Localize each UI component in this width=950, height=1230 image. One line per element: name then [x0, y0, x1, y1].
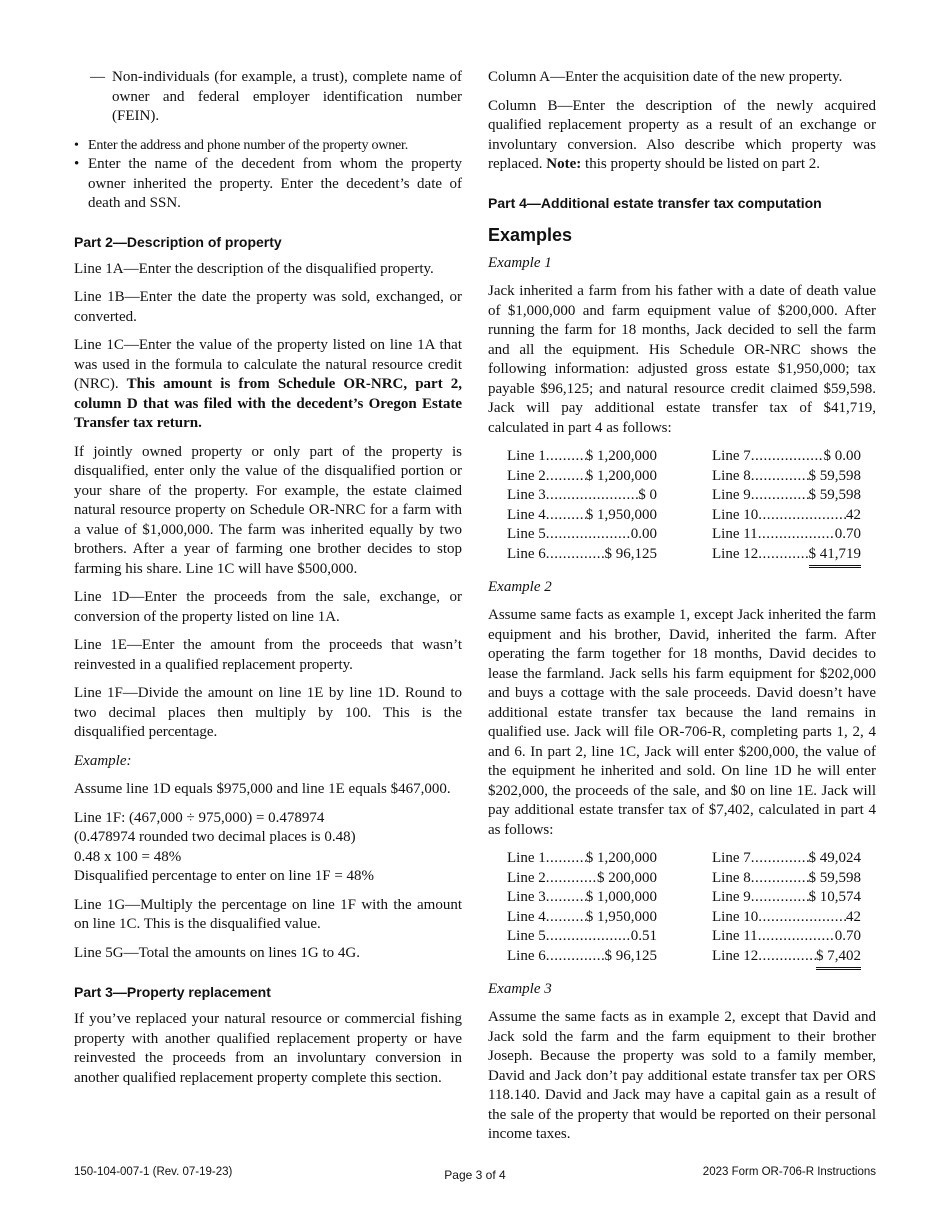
computation-line: [507, 908, 657, 928]
dot-leader: [751, 447, 824, 467]
line-label: Line 7: [712, 448, 751, 464]
dot-leader: [546, 467, 586, 487]
computation-line: [712, 869, 861, 889]
line-1b-text: Line 1B—Enter the date the property was sold, exchanged, or converted.: [74, 289, 462, 325]
line-label: Line 8: [712, 467, 751, 484]
column-b-text: Column B—Enter the description of the newly acquired qualified replacement property as a result of an exchange or involuntary conversion. Also describe which property was replaced. Note: this property should be listed on part 2.: [488, 97, 876, 172]
line-value: $ 59,598: [808, 467, 861, 484]
computation-line: [712, 545, 861, 568]
line-label: Line 4: [507, 506, 546, 523]
line-label: Line 7: [712, 850, 751, 867]
line-label: Line 10: [712, 908, 759, 925]
part3-heading: Part 3—Property replacement: [74, 984, 271, 1000]
computation-line: [712, 849, 861, 869]
left-column: [74, 68, 462, 1097]
line-1c-bold: This amount is from Schedule OR-NRC, part 2, column D that was filed with the decedent’s Oregon Estate Transfer tax return.: [74, 376, 462, 431]
line-value: $ 200,000: [597, 869, 657, 886]
line-5g-text: Line 5G—Total the amounts on lines 1G to 4G.: [74, 944, 360, 961]
computation-line: [507, 467, 657, 487]
dot-leader: [751, 486, 809, 506]
dot-leader: [546, 908, 586, 928]
line-value: $ 49,024: [808, 850, 861, 867]
bullet-icon: •: [74, 156, 80, 172]
example-2-label: Example 2: [488, 578, 552, 595]
bullet-item: • Enter the name of the decedent from whom the property owner inherited the property. Enter the decedent’s date of death and SSN.: [74, 156, 462, 211]
line-label: Line 9: [712, 889, 751, 906]
form-title: 2023 Form OR-706-R Instructions: [702, 1166, 876, 1178]
line-value: $ 1,200,000: [585, 467, 657, 484]
dot-leader: [546, 927, 631, 947]
dot-leader: [758, 506, 846, 526]
calc-line: Disqualified percentage to enter on line 1F = 48%: [74, 868, 375, 884]
line-label: Line 1: [507, 448, 546, 464]
computation-line: [712, 525, 861, 545]
page-number: Page 3 of 4: [444, 1168, 506, 1182]
dot-leader: [546, 849, 586, 869]
computation-line: [507, 506, 657, 526]
example-2-right-lines: [712, 849, 861, 970]
form-number: 150-104-007-1 (Rev. 07-19-23): [74, 1166, 233, 1178]
line-value: $ 59,598: [808, 869, 861, 886]
line-value: 0.00: [630, 526, 657, 543]
line-label: Line 12: [712, 948, 759, 965]
calculation-block: [74, 809, 462, 887]
line-label: Line 12: [712, 545, 759, 562]
line-label: Line 5: [507, 526, 546, 543]
dot-leader: [758, 908, 846, 928]
computation-line: [507, 545, 657, 565]
line-value: $ 59,598: [808, 487, 861, 504]
part2-heading: Part 2—Description of property: [74, 233, 282, 250]
line-1c-text: Line 1C—Enter the value of the property listed on line 1A that was used in the formula to calculate the natural resource credit (NRC). This amount is from Schedule OR-NRC, part 2, column D that was filed with the decedent’s Oregon Estate Transfer tax return.: [74, 337, 462, 431]
line-value: 42: [846, 908, 861, 925]
line-label: Line 6: [507, 948, 546, 965]
example-1-right-lines: [712, 447, 861, 568]
line-label: Line 11: [712, 526, 758, 543]
dot-leader: [758, 947, 816, 970]
line-value: $ 96,125: [604, 545, 657, 562]
line-value: $ 10,574: [808, 889, 861, 906]
calc-line: Line 1F: (467,000 ÷ 975,000) = 0.478974: [74, 809, 325, 826]
line-value: $ 7,402: [816, 947, 861, 970]
computation-line: [507, 947, 657, 967]
dot-leader: [751, 888, 809, 908]
example-label: Example:: [74, 752, 132, 769]
computation-line: [507, 525, 657, 545]
line-label: Line 8: [712, 869, 751, 886]
right-column: [488, 68, 876, 1154]
computation-line: [712, 467, 861, 487]
dot-leader: [751, 869, 809, 889]
owner-dash-item: — Non-individuals (for example, a trust), complete name of owner and federal employer identification number (FEIN).: [90, 69, 462, 124]
em-dash-marker: —: [90, 69, 105, 85]
line-value: $ 1,950,000: [585, 506, 657, 523]
calc-line: 0.48 x 100 = 48%: [74, 848, 182, 865]
dot-leader: [546, 447, 586, 467]
part4-heading: Part 4—Additional estate transfer tax computation: [488, 194, 822, 211]
dot-leader: [751, 849, 809, 869]
line-value: $ 1,200,000: [585, 448, 657, 464]
dot-leader: [546, 947, 605, 967]
example-3-text: Assume the same facts as in example 2, except that David and Jack sold the farm and the farm equipment to their brother Joseph. Because the property was sold to a family member, David and Jack don’t pay additional estate transfer tax per ORS 118.140. David and Jack may have a capital gain as a result of the sale of the property that would be reported on their personal income taxes.: [488, 1009, 876, 1143]
line-value: 0.70: [834, 928, 861, 945]
line-label: Line 4: [507, 908, 546, 925]
line-value: $ 41,719: [809, 545, 862, 568]
examples-heading: Examples: [488, 224, 573, 245]
line-1a-text: Line 1A—Enter the description of the disqualified property.: [74, 260, 434, 277]
example-1-label: Example 1: [488, 254, 552, 271]
line-value: 42: [846, 506, 861, 523]
line-label: Line 3: [507, 487, 546, 504]
part3-text: If you’ve replaced your natural resource or commercial fishing property with another qualified replacement property or have reinvested the proceeds from an involuntary conversion in another qualified replacement property complete this section.: [74, 1011, 462, 1086]
line-1d-text: Line 1D—Enter the proceeds from the sale, exchange, or conversion of the property listed on line 1A.: [74, 589, 462, 625]
example-assume-text: Assume line 1D equals $975,000 and line 1E equals $467,000.: [74, 781, 451, 797]
dot-leader: [546, 506, 586, 526]
dot-leader: [758, 927, 835, 947]
dot-leader: [546, 525, 631, 545]
line-1g-text: Line 1G—Multiply the percentage on line 1F with the amount on line 1C. This is the disqualified value.: [74, 896, 462, 932]
line-label: Line 9: [712, 487, 751, 504]
computation-line: [712, 947, 861, 970]
dot-leader: [751, 467, 809, 487]
computation-line: [507, 927, 657, 947]
line-value: $ 0.00: [823, 448, 861, 464]
dot-leader: [758, 525, 835, 545]
computation-line: [712, 506, 861, 526]
dot-leader: [546, 545, 605, 565]
example-2-computation: [507, 849, 876, 970]
computation-line: [507, 888, 657, 908]
dot-leader: [758, 545, 808, 568]
line-label: Line 11: [712, 928, 758, 945]
line-value: $ 1,000,000: [585, 889, 657, 906]
line-value: 0.70: [834, 526, 861, 543]
line-value: $ 1,950,000: [585, 908, 657, 925]
line-value: $ 0: [638, 487, 657, 504]
line-label: Line 3: [507, 889, 546, 906]
computation-line: [507, 869, 657, 889]
computation-line: [712, 888, 861, 908]
bullet-item: • Enter the address and phone number of the property owner.: [74, 136, 462, 156]
example-3-label: Example 3: [488, 980, 552, 997]
line-label: Line 2: [507, 869, 546, 886]
example-1-text: Jack inherited a farm from his father with a date of death value of $1,000,000 and farm equipment value of $200,000. After running the farm for 18 months, Jack decided to sell the farm and all the equipment. His Schedule OR-NRC shows the following information: adjusted gross estate $1,950,000; tax payable $96,125; and natural resource credit claimed $59,598. Jack will pay additional estate transfer tax of $41,719, calculated in part 4 as follows:: [488, 283, 876, 436]
computation-line: [712, 927, 861, 947]
line-1e-text: Line 1E—Enter the amount from the proceeds that wasn’t reinvested in a qualified replacement property.: [74, 637, 462, 673]
example-2-left-lines: [507, 849, 657, 970]
example-1-left-lines: [507, 447, 657, 568]
computation-line: [712, 486, 861, 506]
line-label: Line 6: [507, 545, 546, 562]
line-label: Line 2: [507, 467, 546, 484]
line-1f-text: Line 1F—Divide the amount on line 1E by line 1D. Round to two decimal places then multiply by 100. This is the disqualified percentage.: [74, 685, 462, 740]
dot-leader: [546, 888, 586, 908]
computation-line: [712, 908, 861, 928]
line-label: Line 10: [712, 506, 759, 523]
computation-line: [507, 447, 657, 467]
computation-line: [507, 486, 657, 506]
line-value: $ 1,200,000: [585, 850, 657, 867]
example-2-text: Assume same facts as example 1, except Jack inherited the farm equipment and his brother, David, inherited the farm. After operating the farm together for 18 months, David decides to lease the farmland. Jack sells his farm equipment for $202,000 and buys a cottage with the sale proceeds. David doesn’t have additional estate transfer tax because the land remains in qualified use. Jack will file OR-706-R, completing parts 1, 2, 4 and 6. In part 2, line 1C, Jack will enter $200,000, the value of the equipment he inherited and sold. On line 1D he will enter $202,000, the proceeds of the sale, and $0 on line 1E. Jack will pay additional estate transfer tax of $7,402, calculated in part 4 as follows:: [488, 607, 876, 838]
note-label: Note:: [546, 156, 582, 172]
bullet-icon: •: [74, 136, 79, 153]
dot-leader: [546, 869, 597, 889]
calc-line: (0.478974 rounded two decimal places is 0.48): [74, 829, 356, 845]
column-a-text: Column A—Enter the acquisition date of the new property.: [488, 69, 843, 85]
line-label: Line 5: [507, 928, 546, 945]
line-label: Line 1: [507, 850, 546, 867]
jointly-owned-text: If jointly owned property or only part of the property is disqualified, enter only the value of the disqualified portion or your share of the property. For example, the estate claimed natural resource property on Schedule OR-NRC for a farm with a value of $1,000,000. The farm was inherited equally by two brothers. After a year of farming one brother decides to stop farming his share. Line 1C will have $500,000.: [74, 443, 462, 577]
computation-line: [712, 447, 861, 467]
example-1-computation: [507, 447, 876, 568]
dot-leader: [546, 486, 639, 506]
line-value: $ 96,125: [604, 948, 657, 965]
computation-line: [507, 849, 657, 869]
line-value: 0.51: [630, 928, 657, 945]
